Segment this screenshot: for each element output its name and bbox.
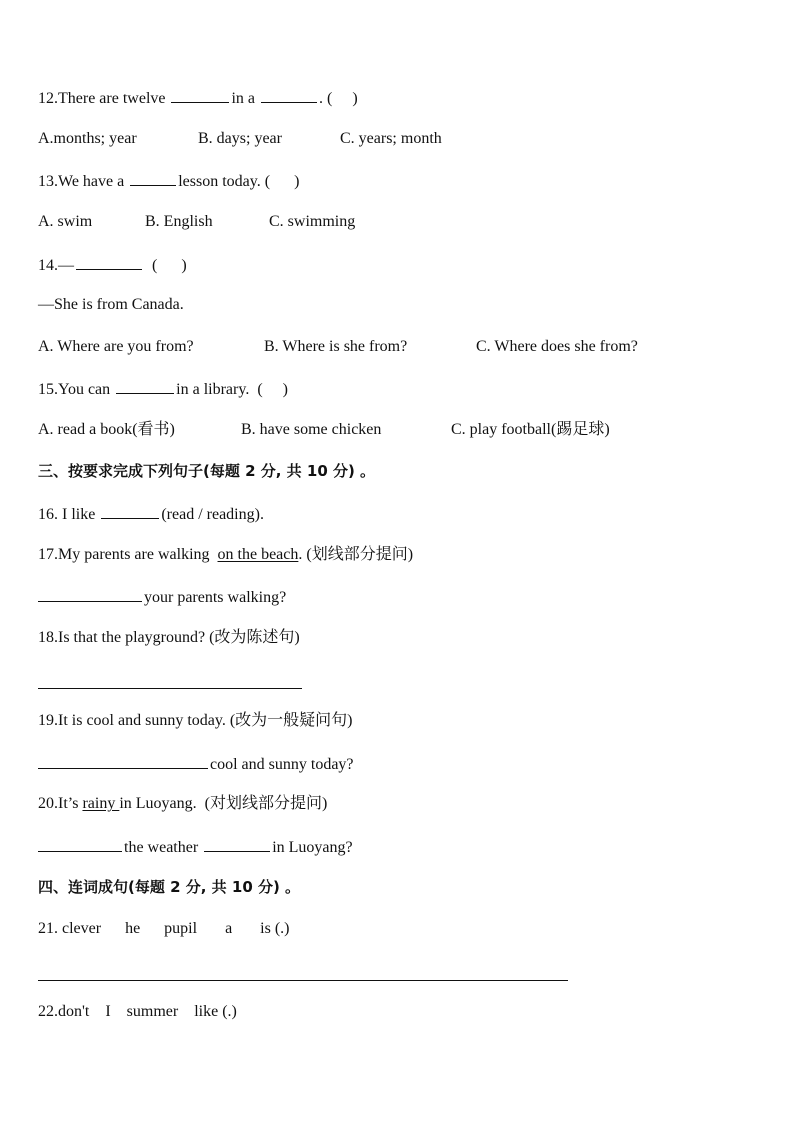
q20-answer-blank-1[interactable] [38,835,122,852]
q18-answer-line[interactable] [38,688,302,689]
q12-stem-c: . ( ) [319,90,358,107]
q14-stem-b: ( ) [144,257,187,274]
q20-underlined-word: rainy [82,795,120,812]
q15-stem-b: in a library. ( ) [176,381,288,398]
q17-answer-text: your parents walking? [144,589,287,606]
section-4-heading: 四、连词成句(每题 2 分, 共 10 分) 。 [38,878,301,896]
q20-answer-row [38,835,353,859]
q15-blank[interactable] [116,377,174,394]
q14-reply: —She is from Canada. [38,296,184,313]
q14-option-c[interactable]: C. Where does she from? [476,338,638,355]
q13-option-b[interactable]: B. English [145,213,213,230]
q15-option-c[interactable]: C. play football(踢足球) [451,421,610,438]
q12-blank-2[interactable] [261,86,317,103]
q14-option-b[interactable]: B. Where is she from? [264,338,408,355]
q17-stem-b: . (划线部分提问) [298,546,414,563]
q17-answer-blank[interactable] [38,585,142,602]
question-14 [38,253,187,277]
q14-option-a[interactable]: A. Where are you from? [38,338,194,355]
q20-answer-blank-2[interactable] [204,835,270,852]
q13-stem-b: lesson today. ( ) [178,173,300,190]
q13-option-a[interactable]: A. swim [38,213,93,230]
q19-answer-row [38,752,354,776]
q17-underlined-phrase: on the beach [217,546,299,563]
q17-answer-row [38,585,286,609]
q20-stem-a: 20.It’s [38,795,83,812]
q12-option-a[interactable]: A.months; year [38,130,137,147]
q15-stem-a: 15.You can [38,381,115,398]
question-17 [38,544,413,566]
q19-answer-blank[interactable] [38,752,208,769]
q15-options [38,419,610,441]
q12-stem-b: in a [231,90,260,107]
q14-options [38,336,638,358]
q13-option-c[interactable]: C. swimming [269,213,356,230]
question-18: 18.Is that the playground? (改为陈述句) [38,629,300,646]
question-22: 22.don't I summer like (.) [38,1003,237,1020]
q20-answer-text-a: the weather [124,839,203,856]
q12-option-b[interactable]: B. days; year [198,130,282,147]
q17-stem-a: 17.My parents are walking [38,546,218,563]
q14-blank[interactable] [76,253,142,270]
question-15 [38,377,288,401]
q12-blank-1[interactable] [171,86,229,103]
q16-blank[interactable] [101,502,159,519]
q15-option-a[interactable]: A. read a book(看书) [38,421,175,438]
q20-stem-b: in Luoyang. (对划线部分提问) [119,795,328,812]
q16-stem-a: 16. I like [38,506,100,523]
question-19: 19.It is cool and sunny today. (改为一般疑问句) [38,712,353,729]
q13-stem-a: 13.We have a [38,173,129,190]
q12-option-c[interactable]: C. years; month [340,130,442,147]
question-21: 21. clever he pupil a is (.) [38,920,290,937]
question-13 [38,169,299,193]
q13-options [38,211,355,233]
q12-options [38,128,442,150]
question-16 [38,502,264,526]
q16-stem-b: (read / reading). [161,506,264,523]
q15-option-b[interactable]: B. have some chicken [241,421,382,438]
q12-stem-a: 12.There are twelve [38,90,170,107]
q21-answer-line[interactable] [38,980,568,981]
q20-answer-text-b: in Luoyang? [272,839,353,856]
section-3-heading: 三、按要求完成下列句子(每题 2 分, 共 10 分) 。 [38,462,376,480]
q14-stem-a: 14.— [38,257,74,274]
question-20 [38,793,327,815]
q19-answer-text: cool and sunny today? [210,756,354,773]
q13-blank[interactable] [130,169,176,186]
question-12 [38,86,358,110]
